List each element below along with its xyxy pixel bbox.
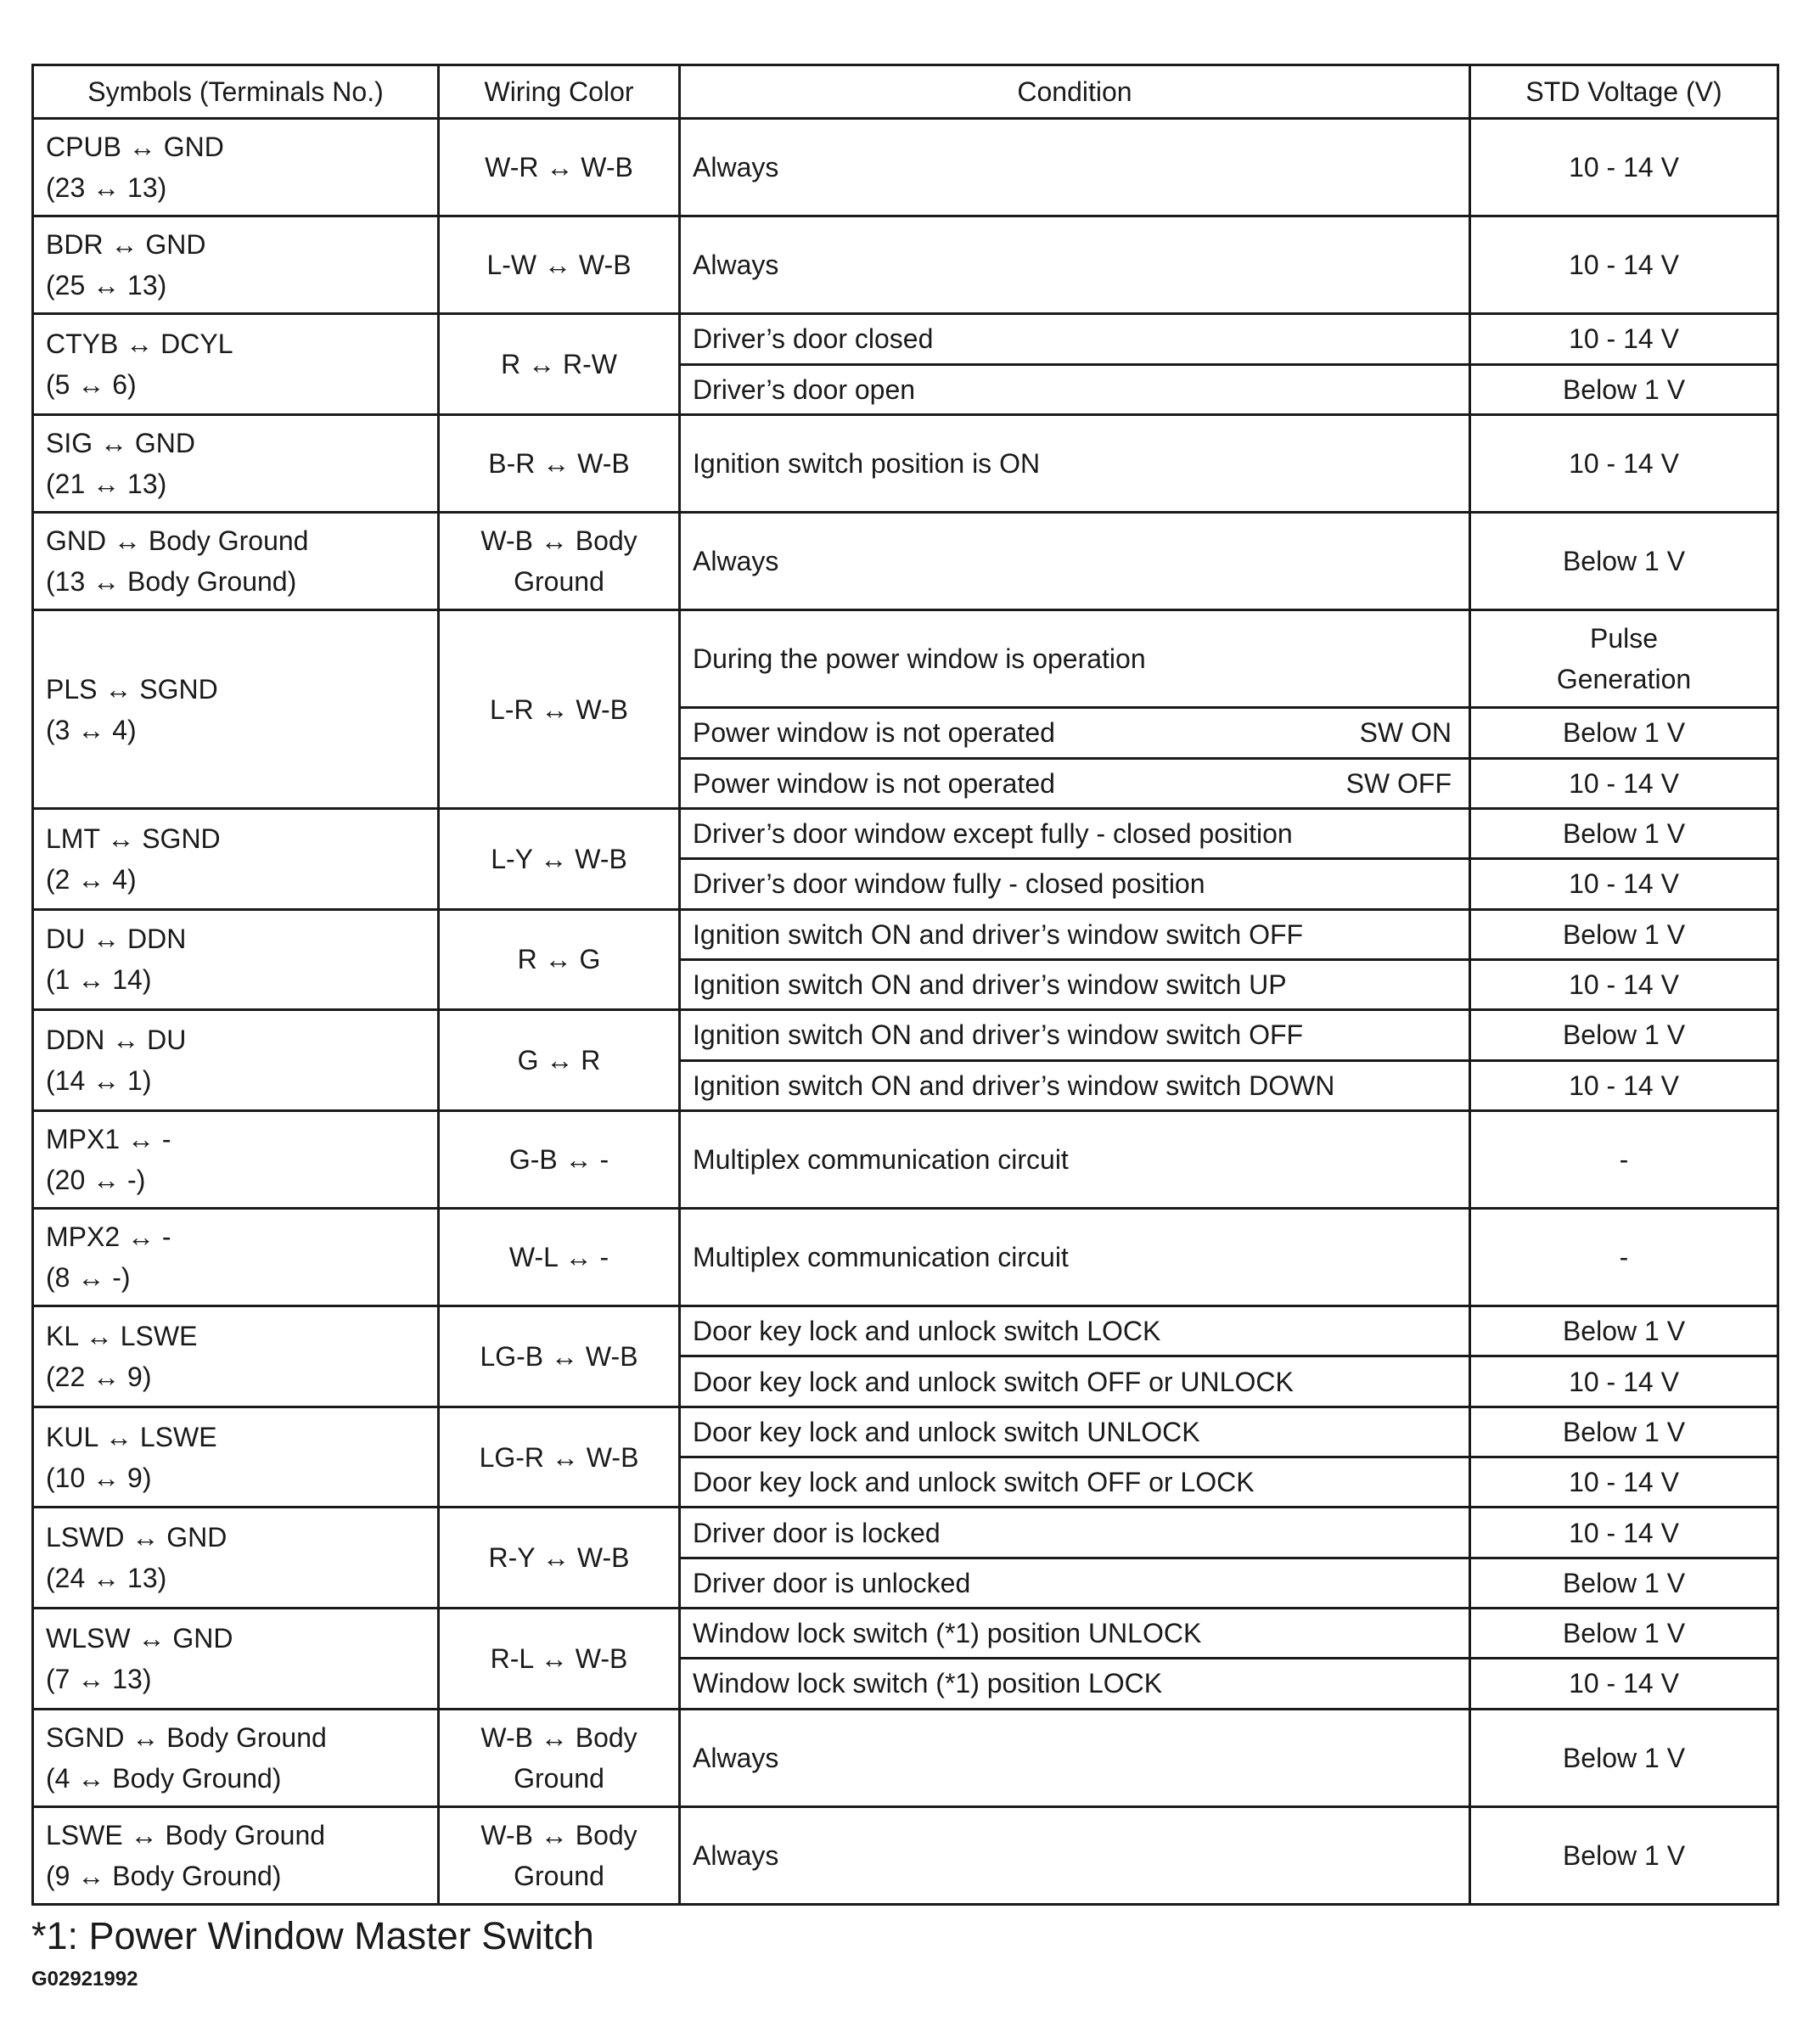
condition-text: Ignition switch ON and driver’s window switch OFF xyxy=(693,918,1304,950)
header-condition: Condition xyxy=(680,65,1470,119)
std-voltage-cell xyxy=(1470,1060,1778,1110)
condition-cell xyxy=(680,119,1470,216)
condition-text: Ignition switch ON and driver’s window switch UP xyxy=(693,969,1287,1001)
condition-cell xyxy=(680,364,1470,414)
std-voltage-value: Below 1 V xyxy=(1562,1316,1686,1347)
terminal-symbols: KL ↔ LSWE xyxy=(46,1320,198,1351)
terminal-symbols: SIG ↔ GND xyxy=(46,427,196,458)
std-voltage-cell xyxy=(1470,1208,1778,1306)
condition-text: Ignition switch ON and driver’s window switch DOWN xyxy=(693,1070,1335,1101)
std-voltage-cell xyxy=(1470,1306,1778,1356)
wiring-color-text: G-B ↔ - xyxy=(508,1143,609,1175)
std-voltage-cell xyxy=(1470,1457,1778,1508)
wiring-color-text: L-W ↔ W-B xyxy=(486,250,632,281)
wiring-color-cell xyxy=(439,1110,680,1208)
std-voltage-cell xyxy=(1470,513,1778,610)
terminal-numbers: (5 ↔ 6) xyxy=(46,369,137,401)
terminal-symbols: GND ↔ Body Ground xyxy=(46,525,309,557)
figure-id: G02921992 xyxy=(31,1968,138,1991)
condition-cell xyxy=(680,1407,1470,1457)
wiring-color-cell xyxy=(439,513,680,610)
std-voltage-cell xyxy=(1470,959,1778,1009)
std-voltage-value: Below 1 V xyxy=(1562,1839,1686,1871)
std-voltage-value: 10 - 14 V xyxy=(1569,767,1679,799)
table-body xyxy=(33,119,1778,1905)
table-row xyxy=(33,1110,1778,1208)
terminal-numbers: (13 ↔ Body Ground) xyxy=(46,566,297,598)
std-voltage-cell xyxy=(1470,1356,1778,1407)
std-voltage-cell xyxy=(1470,1010,1778,1060)
std-voltage-value: 10 - 14 V xyxy=(1569,152,1679,183)
condition-text: Driver’s door open xyxy=(693,373,916,405)
std-voltage-cell xyxy=(1470,1558,1778,1608)
condition-with-switch xyxy=(693,712,1457,753)
terminal-numbers: (22 ↔ 9) xyxy=(46,1361,152,1392)
condition-cell xyxy=(680,1010,1470,1060)
condition-text: Driver’s door window fully - closed position xyxy=(693,868,1205,900)
wiring-color-text: LG-R ↔ W-B xyxy=(479,1441,639,1473)
condition-cell xyxy=(680,414,1470,512)
wiring-color-cell xyxy=(439,414,680,512)
wiring-color-cell xyxy=(439,1608,680,1709)
wiring-color-text: W-L ↔ - xyxy=(508,1242,609,1273)
terminal-symbols: CPUB ↔ GND xyxy=(46,132,224,163)
terminal-symbol-cell xyxy=(33,610,439,809)
table-row xyxy=(33,216,1778,314)
wiring-color-cell xyxy=(439,314,680,415)
std-voltage-value: 10 - 14 V xyxy=(1569,969,1679,1001)
wiring-color-text: G ↔ R xyxy=(517,1045,601,1076)
terminal-numbers: (2 ↔ 4) xyxy=(46,863,137,895)
condition-text: Multiplex communication circuit xyxy=(693,1242,1069,1273)
terminal-symbols: LSWD ↔ GND xyxy=(46,1522,227,1553)
terminal-numbers: (7 ↔ 13) xyxy=(46,1663,152,1694)
wiring-color-text: R ↔ R-W xyxy=(501,349,617,380)
condition-text: Driver’s door closed xyxy=(693,323,934,355)
std-voltage-value: Below 1 V xyxy=(1562,1019,1686,1051)
wiring-color-text: Ground xyxy=(514,1860,604,1891)
table-row xyxy=(33,1806,1778,1904)
std-voltage-value: 10 - 14 V xyxy=(1569,1070,1679,1101)
table-row xyxy=(33,1608,1778,1658)
terminal-symbols: CTYB ↔ DCYL xyxy=(46,328,233,360)
condition-text: Door key lock and unlock switch OFF or LOCK xyxy=(693,1467,1255,1498)
terminal-symbol-cell xyxy=(33,1010,439,1111)
std-voltage-value: 10 - 14 V xyxy=(1569,1668,1679,1699)
wiring-color-cell xyxy=(439,1806,680,1904)
wiring-color-cell xyxy=(439,1407,680,1508)
terminal-numbers: (23 ↔ 13) xyxy=(46,172,167,204)
std-voltage-cell xyxy=(1470,1806,1778,1904)
header-symbols: Symbols (Terminals No.) xyxy=(33,65,439,119)
std-voltage-value: Below 1 V xyxy=(1562,546,1686,577)
condition-cell xyxy=(680,808,1470,858)
condition-text: During the power window is operation xyxy=(693,643,1146,675)
condition-text: Ignition switch position is ON xyxy=(693,447,1041,479)
terminal-symbols: PLS ↔ SGND xyxy=(46,673,218,705)
terminal-symbols: DU ↔ DDN xyxy=(46,924,187,955)
switch-state-tag: SW ON xyxy=(1359,717,1452,749)
condition-cell xyxy=(680,1709,1470,1806)
std-voltage-value: Below 1 V xyxy=(1562,717,1686,749)
std-voltage-value: 10 - 14 V xyxy=(1569,1467,1679,1498)
terminal-symbols: DDN ↔ DU xyxy=(46,1025,187,1056)
wiring-color-text: L-Y ↔ W-B xyxy=(491,843,627,874)
condition-text: Door key lock and unlock switch UNLOCK xyxy=(693,1416,1200,1447)
header-row xyxy=(33,65,1778,119)
std-voltage-cell xyxy=(1470,758,1778,808)
std-voltage-cell xyxy=(1470,1407,1778,1457)
std-voltage-cell xyxy=(1470,314,1778,364)
table-row xyxy=(33,119,1778,216)
condition-text: Always xyxy=(693,152,779,183)
std-voltage-cell xyxy=(1470,610,1778,708)
condition-cell xyxy=(680,1306,1470,1356)
terminal-numbers: (3 ↔ 4) xyxy=(46,714,137,745)
condition-text: Always xyxy=(693,1839,779,1871)
std-voltage-cell xyxy=(1470,708,1778,758)
wiring-color-text: W-B ↔ Body xyxy=(480,525,638,557)
condition-text: Power window is not operated xyxy=(693,767,1055,799)
condition-text: Power window is not operated xyxy=(693,717,1055,749)
condition-text: Window lock switch (*1) position LOCK xyxy=(693,1668,1163,1699)
std-voltage-value: Below 1 V xyxy=(1562,1618,1686,1649)
footnote: *1: Power Window Master Switch xyxy=(31,1914,594,1957)
terminal-symbol-cell xyxy=(33,1709,439,1806)
terminal-symbols: KUL ↔ LSWE xyxy=(46,1421,217,1452)
terminal-symbols: MPX2 ↔ - xyxy=(46,1221,171,1253)
std-voltage-value: Below 1 V xyxy=(1562,818,1686,850)
std-voltage-value: - xyxy=(1619,1143,1629,1175)
terminal-symbol-cell xyxy=(33,1508,439,1609)
table-row xyxy=(33,1306,1778,1356)
std-voltage-cell xyxy=(1470,364,1778,414)
wiring-color-text: Ground xyxy=(514,566,604,598)
wiring-color-text: L-R ↔ W-B xyxy=(490,694,628,725)
condition-cell xyxy=(680,1356,1470,1407)
terminal-symbols: BDR ↔ GND xyxy=(46,229,206,261)
terminal-symbol-cell xyxy=(33,808,439,909)
condition-text: Always xyxy=(693,1742,779,1773)
condition-text: Driver door is locked xyxy=(693,1517,941,1548)
std-voltage-value: Pulse xyxy=(1589,623,1659,654)
std-voltage-cell xyxy=(1470,1709,1778,1806)
table-row xyxy=(33,909,1778,959)
condition-cell xyxy=(680,513,1470,610)
std-voltage-value: 10 - 14 V xyxy=(1569,868,1679,900)
wiring-color-cell xyxy=(439,216,680,314)
condition-text: Multiplex communication circuit xyxy=(693,1143,1069,1175)
wiring-color-text: R-L ↔ W-B xyxy=(490,1642,628,1674)
table-row xyxy=(33,414,1778,512)
table-row xyxy=(33,610,1778,708)
std-voltage-value: Below 1 V xyxy=(1562,1416,1686,1447)
condition-cell xyxy=(680,708,1470,758)
table-row xyxy=(33,1208,1778,1306)
terminal-symbol-cell xyxy=(33,1110,439,1208)
table-row xyxy=(33,808,1778,858)
terminal-numbers: (1 ↔ 14) xyxy=(46,964,152,996)
terminal-symbol-cell xyxy=(33,216,439,314)
std-voltage-cell xyxy=(1470,1508,1778,1558)
condition-cell xyxy=(680,909,1470,959)
terminal-symbols: SGND ↔ Body Ground xyxy=(46,1721,327,1753)
terminal-numbers: (14 ↔ 1) xyxy=(46,1065,152,1097)
std-voltage-cell xyxy=(1470,414,1778,512)
condition-text: Driver door is unlocked xyxy=(693,1567,971,1598)
condition-cell xyxy=(680,610,1470,708)
switch-state-tag: SW OFF xyxy=(1345,767,1452,799)
std-voltage-value: 10 - 14 V xyxy=(1569,447,1679,479)
terminal-symbol-cell xyxy=(33,1608,439,1709)
condition-cell xyxy=(680,859,1470,909)
std-voltage-cell xyxy=(1470,909,1778,959)
terminal-symbol-cell xyxy=(33,1208,439,1306)
condition-cell xyxy=(680,1558,1470,1608)
terminal-symbol-cell xyxy=(33,314,439,415)
header-std-voltage: STD Voltage (V) xyxy=(1470,65,1778,119)
std-voltage-value: Below 1 V xyxy=(1562,373,1686,405)
std-voltage-value: Generation xyxy=(1556,664,1692,695)
table-row xyxy=(33,1709,1778,1806)
condition-text: Door key lock and unlock switch LOCK xyxy=(693,1316,1161,1347)
condition-cell xyxy=(680,1608,1470,1658)
table-row xyxy=(33,1010,1778,1060)
terminal-symbol-cell xyxy=(33,414,439,512)
terminal-numbers: (21 ↔ 13) xyxy=(46,468,167,499)
std-voltage-value: 10 - 14 V xyxy=(1569,323,1679,355)
terminal-symbol-cell xyxy=(33,513,439,610)
std-voltage-cell xyxy=(1470,859,1778,909)
std-voltage-cell xyxy=(1470,119,1778,216)
condition-text: Ignition switch ON and driver’s window switch OFF xyxy=(693,1019,1304,1051)
wiring-color-cell xyxy=(439,1508,680,1609)
terminal-numbers: (25 ↔ 13) xyxy=(46,270,167,301)
std-voltage-value: 10 - 14 V xyxy=(1569,250,1679,281)
condition-cell xyxy=(680,216,1470,314)
std-voltage-cell xyxy=(1470,808,1778,858)
condition-cell xyxy=(680,1457,1470,1508)
condition-cell xyxy=(680,959,1470,1009)
condition-cell xyxy=(680,1060,1470,1110)
std-voltage-cell xyxy=(1470,1608,1778,1658)
table-row xyxy=(33,1407,1778,1457)
wiring-color-cell xyxy=(439,1010,680,1111)
std-voltage-cell xyxy=(1470,1110,1778,1208)
terminal-voltage-table xyxy=(31,64,1779,1906)
wiring-color-cell xyxy=(439,808,680,909)
condition-cell xyxy=(680,314,1470,364)
condition-cell xyxy=(680,1659,1470,1709)
condition-text: Window lock switch (*1) position UNLOCK xyxy=(693,1618,1202,1649)
wiring-color-cell xyxy=(439,1306,680,1407)
terminal-symbols: LMT ↔ SGND xyxy=(46,823,221,854)
condition-text: Always xyxy=(693,546,779,577)
std-voltage-value: Below 1 V xyxy=(1562,1567,1686,1598)
std-voltage-value: - xyxy=(1619,1242,1629,1273)
condition-with-switch xyxy=(693,763,1457,804)
wiring-color-text: W-B ↔ Body xyxy=(480,1819,638,1850)
wiring-color-cell xyxy=(439,610,680,809)
std-voltage-value: Below 1 V xyxy=(1562,1742,1686,1773)
condition-cell xyxy=(680,1508,1470,1558)
wiring-color-cell xyxy=(439,909,680,1010)
std-voltage-value: 10 - 14 V xyxy=(1569,1517,1679,1548)
terminal-numbers: (20 ↔ -) xyxy=(46,1164,146,1195)
condition-cell xyxy=(680,758,1470,808)
wiring-color-text: Ground xyxy=(514,1762,604,1794)
terminal-numbers: (4 ↔ Body Ground) xyxy=(46,1762,282,1794)
terminal-numbers: (9 ↔ Body Ground) xyxy=(46,1860,282,1891)
terminal-symbol-cell xyxy=(33,1306,439,1407)
condition-text: Door key lock and unlock switch OFF or UNLOCK xyxy=(693,1366,1294,1397)
header-wiring-color: Wiring Color xyxy=(439,65,680,119)
condition-cell xyxy=(680,1208,1470,1306)
terminal-symbol-cell xyxy=(33,1806,439,1904)
condition-cell xyxy=(680,1806,1470,1904)
std-voltage-value: Below 1 V xyxy=(1562,918,1686,950)
table-row xyxy=(33,513,1778,610)
condition-cell xyxy=(680,1110,1470,1208)
wiring-color-text: B-R ↔ W-B xyxy=(488,447,630,479)
wiring-color-cell xyxy=(439,1709,680,1806)
terminal-symbols: MPX1 ↔ - xyxy=(46,1123,171,1154)
std-voltage-cell xyxy=(1470,1659,1778,1709)
wiring-color-text: LG-B ↔ W-B xyxy=(480,1340,638,1372)
std-voltage-cell xyxy=(1470,216,1778,314)
terminal-symbol-cell xyxy=(33,909,439,1010)
terminal-symbols: WLSW ↔ GND xyxy=(46,1622,233,1654)
terminal-symbol-cell xyxy=(33,1407,439,1508)
terminal-symbol-cell xyxy=(33,119,439,216)
terminal-numbers: (8 ↔ -) xyxy=(46,1262,131,1294)
wiring-color-cell xyxy=(439,119,680,216)
std-voltage-value: 10 - 14 V xyxy=(1569,1366,1679,1397)
table-row xyxy=(33,1508,1778,1558)
terminal-symbols: LSWE ↔ Body Ground xyxy=(46,1819,326,1850)
wiring-color-text: W-B ↔ Body xyxy=(480,1721,638,1753)
terminal-numbers: (24 ↔ 13) xyxy=(46,1563,167,1594)
wiring-color-text: R-Y ↔ W-B xyxy=(488,1542,630,1574)
table-row xyxy=(33,314,1778,364)
terminal-numbers: (10 ↔ 9) xyxy=(46,1462,152,1493)
wiring-color-text: W-R ↔ W-B xyxy=(485,152,633,183)
condition-text: Always xyxy=(693,250,779,281)
wiring-color-cell xyxy=(439,1208,680,1306)
condition-text: Driver’s door window except fully - closed position xyxy=(693,818,1293,850)
wiring-color-text: R ↔ G xyxy=(517,944,601,975)
